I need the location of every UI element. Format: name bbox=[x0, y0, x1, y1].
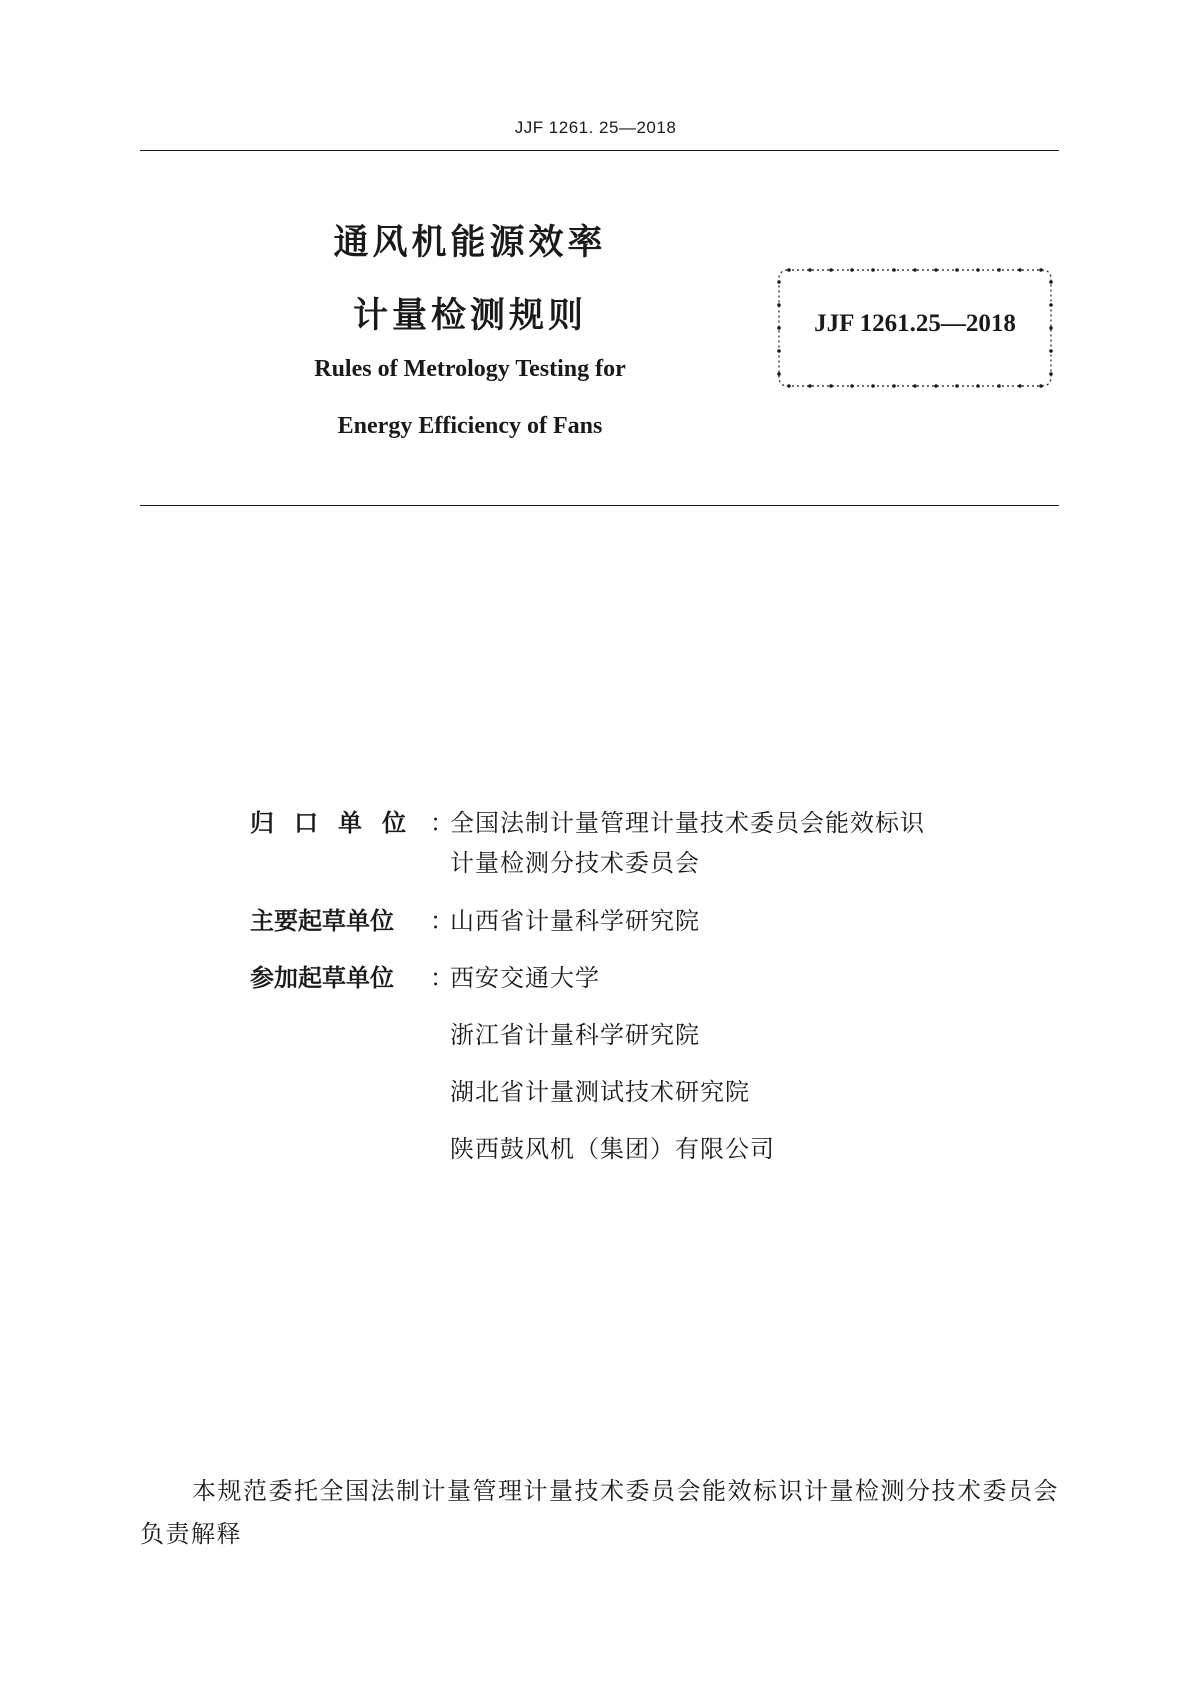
border-dot bbox=[787, 268, 791, 272]
border-dot bbox=[1049, 372, 1053, 376]
responsible-value-line1: 全国法制计量管理计量技术委员会能效标识 bbox=[450, 809, 925, 837]
responsible-colon: ： bbox=[430, 809, 454, 837]
title-en-line2: Energy Efficiency of Fans bbox=[337, 413, 603, 439]
border-dot bbox=[892, 384, 896, 388]
responsible-label: 归口单位 bbox=[250, 809, 426, 837]
border-dot bbox=[850, 384, 854, 388]
border-dot bbox=[892, 268, 896, 272]
border-dot bbox=[997, 268, 1001, 272]
participating-value: 浙江省计量科学研究院 bbox=[450, 1021, 700, 1049]
title-rule bbox=[140, 505, 1059, 506]
header-rule bbox=[140, 150, 1059, 151]
border-dot bbox=[1049, 349, 1053, 353]
running-header-code: JJF 1261. 25—2018 bbox=[514, 118, 677, 137]
border-dot bbox=[808, 384, 812, 388]
border-dot bbox=[955, 384, 959, 388]
border-dot bbox=[829, 268, 833, 272]
border-dot bbox=[976, 384, 980, 388]
standard-code: JJF 1261.25—2018 bbox=[814, 310, 1016, 337]
participating-colon: ： bbox=[430, 964, 454, 992]
title-cn-line2: 计量检测规则 bbox=[352, 296, 587, 336]
border-dot bbox=[1039, 268, 1043, 272]
standard-code-box bbox=[775, 266, 1055, 390]
border-dot bbox=[997, 384, 1001, 388]
border-dot bbox=[808, 268, 812, 272]
border-dot bbox=[1018, 268, 1022, 272]
border-dot bbox=[1049, 280, 1053, 284]
main-drafting-value: 山西省计量科学研究院 bbox=[450, 907, 700, 935]
border-dot bbox=[850, 268, 854, 272]
border-dot bbox=[1018, 384, 1022, 388]
border-dot bbox=[777, 280, 781, 284]
border-dot bbox=[913, 384, 917, 388]
border-dot bbox=[1039, 384, 1043, 388]
border-dot bbox=[976, 268, 980, 272]
participating-value: 陕西鼓风机（集团）有限公司 bbox=[450, 1135, 775, 1163]
border-dot bbox=[871, 268, 875, 272]
border-dot bbox=[934, 384, 938, 388]
border-dot bbox=[777, 303, 781, 307]
participating-label: 参加起草单位 bbox=[250, 964, 394, 992]
border-dot bbox=[955, 268, 959, 272]
main-drafting-label: 主要起草单位 bbox=[250, 907, 394, 935]
border-dot bbox=[913, 268, 917, 272]
interpretation-note: 本规范委托全国法制计量管理计量技术委员会能效标识计量检测分技术委员会负责解释 bbox=[140, 1477, 1059, 1548]
main-drafting-colon: ： bbox=[430, 907, 454, 935]
participating-value: 西安交通大学 bbox=[450, 964, 600, 992]
border-dot bbox=[787, 384, 791, 388]
border-dot bbox=[777, 372, 781, 376]
border-dot bbox=[777, 349, 781, 353]
participating-value: 湖北省计量测试技术研究院 bbox=[450, 1078, 750, 1106]
border-dot bbox=[829, 384, 833, 388]
border-dot bbox=[871, 384, 875, 388]
border-dot bbox=[934, 268, 938, 272]
title-cn-line1: 通风机能源效率 bbox=[333, 223, 607, 263]
title-en-line1: Rules of Metrology Testing for bbox=[314, 356, 626, 382]
responsible-value-line2: 计量检测分技术委员会 bbox=[450, 849, 700, 877]
border-dot bbox=[1049, 303, 1053, 307]
